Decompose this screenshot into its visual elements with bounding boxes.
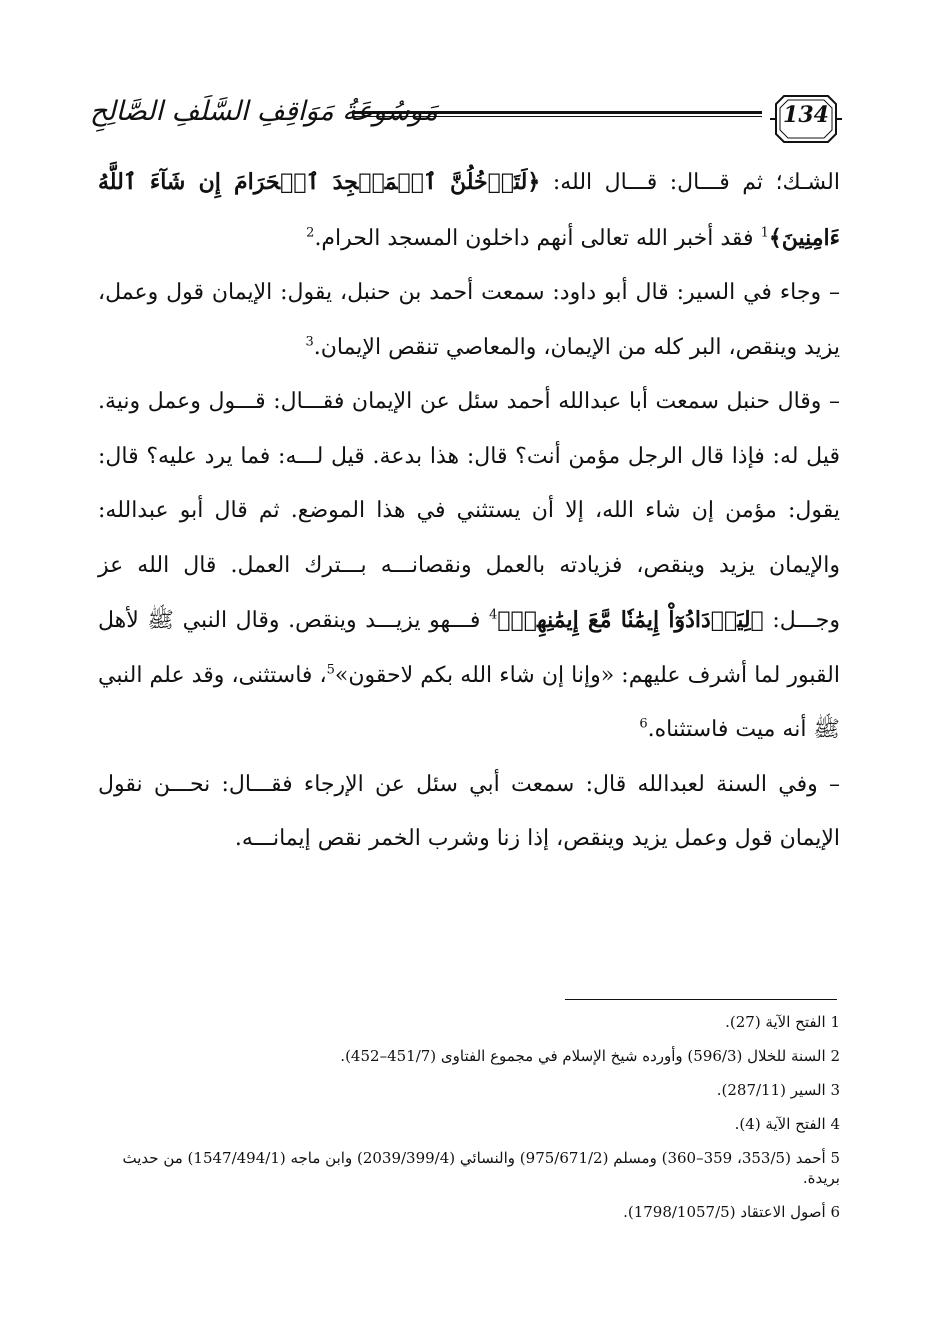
footnotes — [98, 1012, 840, 1222]
text-run: فـــهو يزيـــد وينقص. وقال النبي ﷺ لأهل القبور لما أشرف عليهم: «وإنا إن شاء الله بكم لاحقون» — [98, 608, 840, 688]
footnote-item — [98, 1046, 840, 1066]
footnote-item — [98, 1080, 840, 1100]
footnote-text: الفتح الآية (27). — [725, 1013, 831, 1031]
footnote-ref: 2 — [306, 225, 315, 241]
paragraph — [98, 375, 840, 758]
text-run: – وفي السنة لعبدالله قال: سمعت أبي سئل عن الإرجاء فقـــال: نحـــن نقول الإيمان قول وعمل يزيد وينقص، إذا زنا وشرب الخمر نقص إيمانـــه. — [98, 771, 840, 851]
text-run: الشـك؛ ثم قـــال: قـــال الله: — [540, 170, 840, 195]
footnote-number: 3 — [830, 1081, 840, 1099]
footnote-ref: 3 — [305, 334, 314, 350]
page-header — [90, 92, 842, 152]
footnote-item — [98, 1114, 840, 1134]
footnote-item — [98, 1148, 840, 1188]
footnote-number: 4 — [830, 1115, 840, 1133]
text-run: – وقال حنبل سمعت أبا عبدالله أحمد سئل عن الإيمان فقـــال: قـــول وعمل ونية. قيل له: فإذا قال الرجل مؤمن أنت؟ قال: هذا بدعة. قيل لـــه: فما يرد عليه؟ قال: يقول: مؤمن إن شاء الله، إلا أن يستثني في هذا الموضع. ثم قال أبو عبدالله: والإيمان يزيد وينقص، فزيادته بالعمل ونقصانـــه بـــترك العمل. قال الله عز وجـــل: — [98, 389, 841, 633]
main-text — [98, 155, 840, 867]
text-run: ، فاستثنى، وقد علم النبي ﷺ أنه ميت فاستثناه. — [98, 662, 840, 742]
footnote-divider — [565, 999, 837, 1000]
page-number-badge — [770, 90, 842, 148]
text-run: فقد أخبر الله تعالى أنهم داخلون المسجد الحرام. — [314, 225, 761, 251]
footnote-ref: 6 — [639, 716, 648, 732]
quran-verse: ﴿لَتَدۡخُلُنَّ ٱلۡمَسۡجِدَ ٱلۡحَرَامَ إِن شَآءَ ٱللَّهُ ءَامِنِينَ﴾ — [98, 169, 840, 251]
footnote-ref: 1 — [760, 225, 769, 241]
footnote-text: أصول الاعتقاد (1798/1057/5). — [623, 1203, 831, 1221]
footnote-text: السنة للخلال (596/3) وأورده شيخ الإسلام في مجموع الفتاوى (451/7–452). — [340, 1047, 831, 1065]
footnote-number: 5 — [830, 1149, 840, 1167]
footnote-item — [98, 1202, 840, 1222]
book-title: مَوسُوعَةُ مَوَاقِفِ السَّلَفِ الصَّالِحِ — [90, 96, 438, 127]
paragraph — [98, 155, 840, 266]
page-number: 134 — [783, 102, 829, 128]
footnote-ref: 4 — [489, 607, 498, 623]
paragraph — [98, 758, 840, 867]
footnote-text: السير (287/11). — [716, 1081, 831, 1099]
footnote-number: 6 — [830, 1203, 840, 1221]
paragraph — [98, 266, 840, 375]
footnote-ref: 5 — [326, 662, 335, 678]
footnote-number: 1 — [830, 1013, 840, 1031]
footnote-text: الفتح الآية (4). — [734, 1115, 831, 1133]
footnote-number: 2 — [830, 1047, 840, 1065]
text-run: – وجاء في السير: قال أبو داود: سمعت أحمد بن حنبل، يقول: الإيمان قول وعمل، يزيد وينقص، البر كله من الإيمان، والمعاصي تنقص الإيمان. — [98, 280, 840, 360]
quran-verse: ﴿لِيَزۡدَادُوٓاْ إِيمَٰنٗا مَّعَ إِيمَٰنِهِمۡ﴾ — [497, 607, 764, 633]
footnote-item — [98, 1012, 840, 1032]
header-divider — [352, 111, 762, 117]
footnote-text: أحمد (353/5، 359–360) ومسلم (975/671/2) والنسائي (2039/399/4) وابن ماجه (1547/494/1) من حديث بريدة. — [122, 1149, 840, 1187]
